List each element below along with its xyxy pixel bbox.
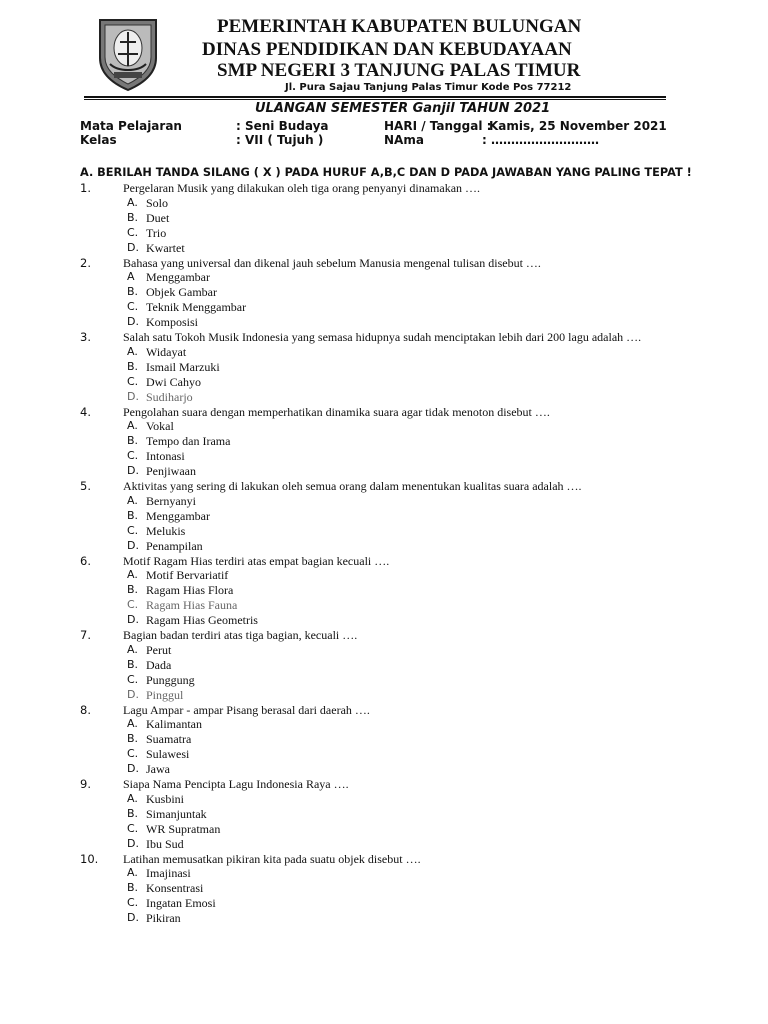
question-number: 6. — [80, 554, 91, 568]
option-letter: A. — [127, 568, 138, 581]
school-address: Jl. Pura Sajau Tanjung Palas Timur Kode Pos 77212 — [285, 82, 572, 93]
option-letter: D. — [127, 464, 139, 477]
answer-option[interactable] — [0, 673, 768, 688]
subject-label: Mata Pelajaran — [80, 119, 182, 133]
question-text: Motif Ragam Hias terdiri atas empat bagian kecuali …. — [123, 554, 390, 568]
option-letter: C. — [127, 449, 139, 462]
class-value: : VII ( Tujuh ) — [236, 133, 324, 147]
option-text: Trio — [146, 226, 167, 240]
date-value: Kamis, 25 November 2021 — [489, 119, 667, 133]
option-text: Teknik Menggambar — [146, 300, 247, 314]
answer-option[interactable] — [0, 732, 768, 747]
option-text: Vokal — [146, 419, 174, 433]
answer-option[interactable] — [0, 866, 768, 881]
question-text: Latihan memusatkan pikiran kita pada suatu objek disebut …. — [123, 852, 421, 866]
option-letter: D. — [127, 762, 139, 775]
government-title: PEMERINTAH KABUPATEN BULUNGAN — [217, 16, 582, 37]
answer-option[interactable] — [0, 434, 768, 449]
option-letter: D. — [127, 539, 139, 552]
option-letter: D. — [127, 911, 139, 924]
answer-option[interactable] — [0, 494, 768, 509]
answer-option[interactable] — [0, 539, 768, 554]
question-number: 9. — [80, 777, 91, 791]
option-letter: D. — [127, 315, 139, 328]
answer-option[interactable] — [0, 881, 768, 896]
option-text: Pinggul — [146, 688, 184, 702]
option-text: Sudiharjo — [146, 390, 193, 404]
name-label: NAma — [384, 133, 424, 147]
option-letter: B. — [127, 360, 139, 373]
option-text: Intonasi — [146, 449, 185, 463]
answer-option[interactable] — [0, 419, 768, 434]
answer-option[interactable] — [0, 807, 768, 822]
answer-option[interactable] — [0, 792, 768, 807]
answer-option[interactable] — [0, 896, 768, 911]
question-text: Pengolahan suara dengan memperhatikan dinamika suara agar tidak menoton disebut …. — [123, 405, 550, 419]
option-text: Widayat — [146, 345, 187, 359]
question-text: Bagian badan terdiri atas tiga bagian, kecuali …. — [123, 628, 358, 642]
letterhead — [0, 0, 768, 96]
question-text: Aktivitas yang sering di lakukan oleh semua orang dalam menentukan kualitas suara adalah …. — [123, 479, 582, 493]
option-letter: C. — [127, 747, 139, 760]
answer-option[interactable] — [0, 822, 768, 837]
option-letter: A. — [127, 345, 138, 358]
answer-option[interactable] — [0, 717, 768, 732]
answer-option[interactable] — [0, 315, 768, 330]
option-text: Ismail Marzuki — [146, 360, 220, 374]
option-letter: B. — [127, 285, 139, 298]
answer-option[interactable] — [0, 688, 768, 703]
option-letter: C. — [127, 226, 139, 239]
option-letter: C. — [127, 896, 139, 909]
option-text: Perut — [146, 643, 172, 657]
question-text: Pergelaran Musik yang dilakukan oleh tiga orang penyanyi dinamakan …. — [123, 181, 481, 195]
question-number: 5. — [80, 479, 91, 493]
option-letter: C. — [127, 300, 139, 313]
option-text: Melukis — [146, 524, 186, 538]
answer-option[interactable] — [0, 375, 768, 390]
option-letter: A. — [127, 419, 138, 432]
option-text: Ragam Hias Flora — [146, 583, 234, 597]
answer-option[interactable] — [0, 300, 768, 315]
option-letter: A. — [127, 643, 138, 656]
option-letter: B. — [127, 583, 139, 596]
option-letter: B. — [127, 658, 139, 671]
option-text: Kalimantan — [146, 717, 202, 731]
answer-option[interactable] — [0, 658, 768, 673]
option-text: Komposisi — [146, 315, 199, 329]
option-text: Punggung — [146, 673, 195, 687]
question-number: 8. — [80, 703, 91, 717]
option-text: Dwi Cahyo — [146, 375, 201, 389]
answer-option[interactable] — [0, 270, 768, 285]
answer-option[interactable] — [0, 583, 768, 598]
option-text: Suamatra — [146, 732, 192, 746]
option-text: Imajinasi — [146, 866, 191, 880]
answer-option[interactable] — [0, 360, 768, 375]
option-letter: D. — [127, 688, 139, 701]
question-text: Lagu Ampar - ampar Pisang berasal dari daerah …. — [123, 703, 370, 717]
answer-option[interactable] — [0, 911, 768, 926]
option-text: Objek Gambar — [146, 285, 217, 299]
regency-emblem-logo — [96, 14, 160, 92]
option-letter: C. — [127, 598, 139, 611]
option-text: Menggambar — [146, 270, 210, 284]
answer-option[interactable] — [0, 613, 768, 628]
subject-value: : Seni Budaya — [236, 119, 329, 133]
question-number: 10. — [80, 852, 99, 866]
answer-option[interactable] — [0, 211, 768, 226]
question-number: 1. — [80, 181, 91, 195]
option-text: Tempo dan Irama — [146, 434, 231, 448]
option-text: Ingatan Emosi — [146, 896, 216, 910]
option-letter: A. — [127, 866, 138, 879]
header-rule-thick — [84, 96, 666, 98]
question-number: 3. — [80, 330, 91, 344]
answer-option[interactable] — [0, 837, 768, 852]
option-letter: A. — [127, 717, 138, 730]
option-text: Sulawesi — [146, 747, 190, 761]
option-text: Motif Bervariatif — [146, 568, 229, 582]
exam-title: ULANGAN SEMESTER Ganjil TAHUN 2021 — [255, 101, 551, 116]
option-letter: D. — [127, 390, 139, 403]
option-text: Simanjuntak — [146, 807, 207, 821]
option-text: Jawa — [146, 762, 170, 776]
option-text: Solo — [146, 196, 169, 210]
answer-option[interactable] — [0, 747, 768, 762]
answer-option[interactable] — [0, 762, 768, 777]
option-letter: C. — [127, 375, 139, 388]
option-letter: B. — [127, 211, 139, 224]
option-letter: B. — [127, 509, 139, 522]
answer-option[interactable] — [0, 285, 768, 300]
option-text: Konsentrasi — [146, 881, 204, 895]
answer-option[interactable] — [0, 226, 768, 241]
answer-option[interactable] — [0, 509, 768, 524]
option-letter: B. — [127, 881, 139, 894]
option-letter: B. — [127, 807, 139, 820]
section-instruction: A. BERILAH TANDA SILANG ( X ) PADA HURUF A,B,C DAN D PADA JAWABAN YANG PALING TEPAT ! — [80, 166, 692, 179]
option-text: Dada — [146, 658, 172, 672]
option-letter: A. — [127, 494, 138, 507]
question-text: Bahasa yang universal dan dikenal jauh sebelum Manusia mengenal tulisan disebut …. — [123, 256, 541, 270]
question-number: 2. — [80, 256, 91, 270]
answer-option[interactable] — [0, 643, 768, 658]
option-text: Ragam Hias Geometris — [146, 613, 258, 627]
name-value: : ……………………… — [482, 133, 599, 147]
question-text: Siapa Nama Pencipta Lagu Indonesia Raya …. — [123, 777, 349, 791]
question-number: 4. — [80, 405, 91, 419]
option-text: Pikiran — [146, 911, 181, 925]
department-title: DINAS PENDIDIKAN DAN KEBUDAYAAN — [202, 39, 572, 60]
answer-option[interactable] — [0, 196, 768, 211]
option-letter: D. — [127, 241, 139, 254]
option-letter: D. — [127, 837, 139, 850]
answer-option[interactable] — [0, 464, 768, 479]
option-text: Ragam Hias Fauna — [146, 598, 238, 612]
header-rule-thin — [84, 99, 666, 100]
option-text: Ibu Sud — [146, 837, 184, 851]
answer-option[interactable] — [0, 568, 768, 583]
class-label: Kelas — [80, 133, 117, 147]
answer-option[interactable] — [0, 390, 768, 405]
option-letter: C. — [127, 673, 139, 686]
answer-option[interactable] — [0, 345, 768, 360]
option-text: Menggambar — [146, 509, 210, 523]
option-letter: B. — [127, 434, 139, 447]
option-text: Bernyanyi — [146, 494, 196, 508]
option-letter: A — [127, 270, 135, 283]
option-letter: A. — [127, 792, 138, 805]
option-text: WR Supratman — [146, 822, 221, 836]
option-text: Penampilan — [146, 539, 203, 553]
option-text: Duet — [146, 211, 170, 225]
option-letter: C. — [127, 822, 139, 835]
option-letter: C. — [127, 524, 139, 537]
answer-option[interactable] — [0, 524, 768, 539]
date-label: HARI / Tanggal : — [384, 119, 492, 133]
option-text: Penjiwaan — [146, 464, 196, 478]
question-text: Salah satu Tokoh Musik Indonesia yang semasa hidupnya sudah menciptakan lebih dari 200 lagu adalah …. — [123, 330, 642, 344]
option-letter: D. — [127, 613, 139, 626]
option-letter: A. — [127, 196, 138, 209]
answer-option[interactable] — [0, 241, 768, 256]
answer-option[interactable] — [0, 449, 768, 464]
option-text: Kusbini — [146, 792, 185, 806]
option-text: Kwartet — [146, 241, 185, 255]
answer-option[interactable] — [0, 598, 768, 613]
question-number: 7. — [80, 628, 91, 642]
school-name: SMP NEGERI 3 TANJUNG PALAS TIMUR — [217, 60, 581, 81]
option-letter: B. — [127, 732, 139, 745]
